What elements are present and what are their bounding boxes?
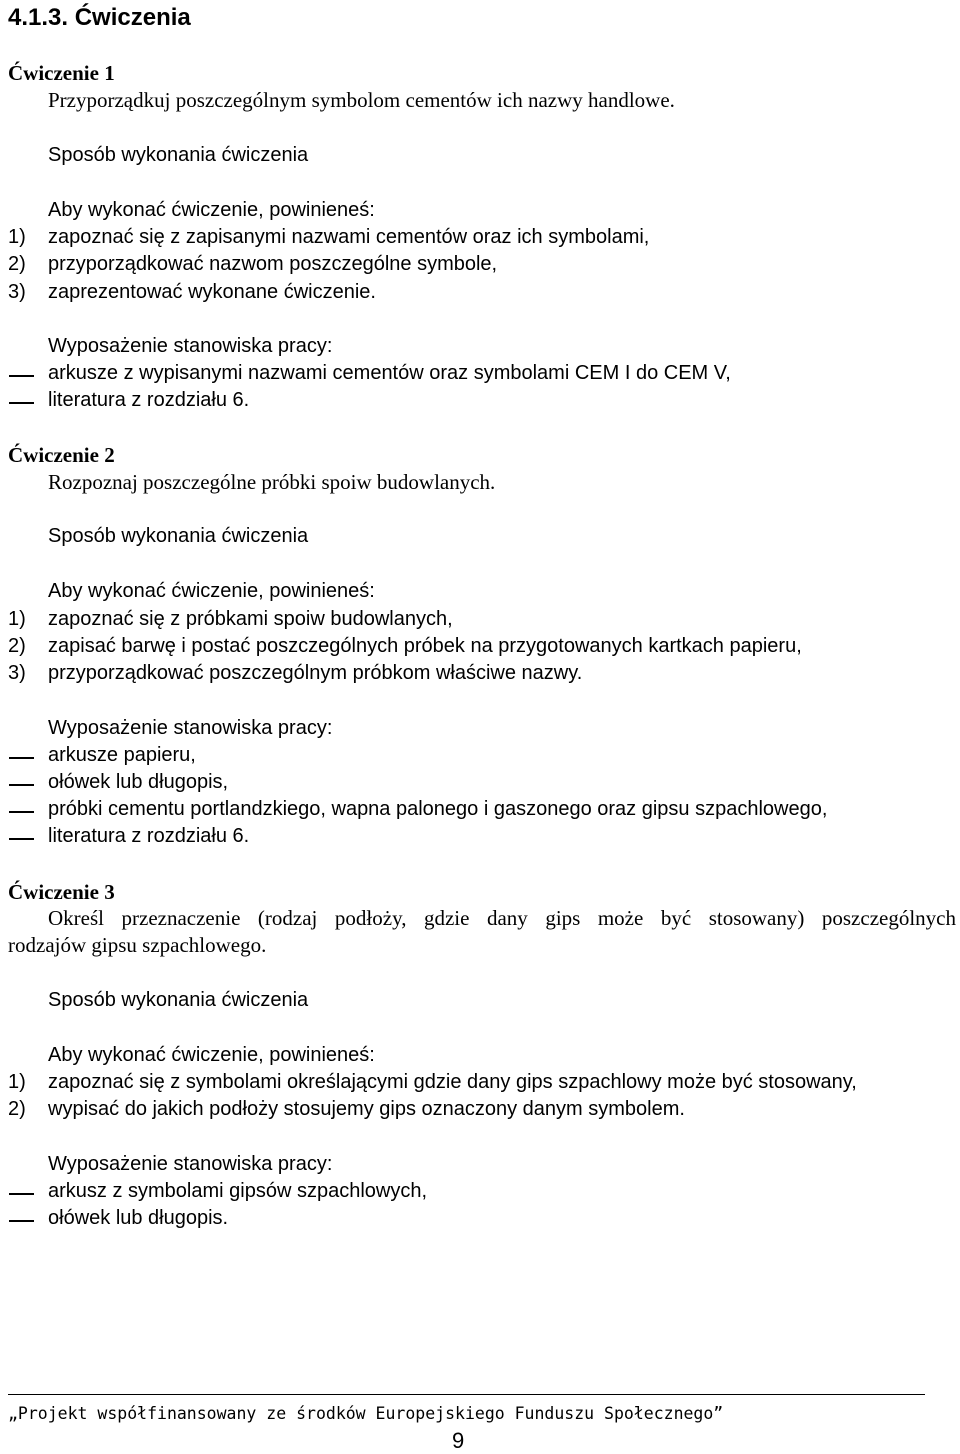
- page-number: 9: [452, 1428, 465, 1453]
- exercise-1-step-2: przyporządkować nazwom poszczególne symbole,: [48, 253, 498, 275]
- exercise-3-method-heading: Sposób wykonania ćwiczenia: [48, 989, 309, 1011]
- bullet-dash: [9, 1220, 34, 1222]
- exercise-3-step-1-number: 1): [8, 1071, 26, 1093]
- exercise-3-equipment-item-2: ołówek lub długopis.: [48, 1207, 229, 1229]
- exercise-2-task: Rozpoznaj poszczególne próbki spoiw budowlanych.: [48, 470, 496, 494]
- exercise-1-step-3: zaprezentować wykonane ćwiczenie.: [48, 281, 376, 303]
- exercise-2-step-2-number: 2): [8, 635, 26, 657]
- exercise-1-step-3-number: 3): [8, 281, 26, 303]
- exercise-2-step-1-number: 1): [8, 608, 26, 630]
- exercise-3-task-line-1: Określ przeznaczenie (rodzaj podłoży, gdzie dany gips może być stosowany) poszczególnych: [48, 906, 956, 930]
- footer-project-note: „Projekt współfinansowany ze środków Europejskiego Funduszu Społecznego”: [8, 1404, 724, 1423]
- exercise-3-step-1: zapoznać się z symbolami określającymi gdzie dany gips szpachlowy może być stosowany,: [48, 1071, 857, 1093]
- exercise-2-step-1: zapoznać się z próbkami spoiw budowlanych,: [48, 608, 453, 630]
- exercise-2-step-3-number: 3): [8, 662, 26, 684]
- exercise-1-equipment-item-2: literatura z rozdziału 6.: [48, 389, 250, 411]
- exercise-3-intro: Aby wykonać ćwiczenie, powinieneś:: [48, 1044, 375, 1066]
- exercise-2-equipment-heading: Wyposażenie stanowiska pracy:: [48, 717, 333, 739]
- exercise-2-step-2: zapisać barwę i postać poszczególnych próbek na przygotowanych kartkach papieru,: [48, 635, 802, 657]
- bullet-dash: [9, 757, 34, 759]
- exercise-3-step-2-number: 2): [8, 1098, 26, 1120]
- exercise-2-step-3: przyporządkować poszczególnym próbkom właściwe nazwy.: [48, 662, 583, 684]
- exercise-2-equipment-item-3: próbki cementu portlandzkiego, wapna palonego i gaszonego oraz gipsu szpachlowego,: [48, 798, 828, 820]
- exercise-1-equipment-heading: Wyposażenie stanowiska pracy:: [48, 335, 333, 357]
- exercise-3-title: Ćwiczenie 3: [8, 880, 115, 904]
- bullet-dash: [9, 1193, 34, 1195]
- exercise-1-step-1-number: 1): [8, 226, 26, 248]
- exercise-2-title: Ćwiczenie 2: [8, 443, 115, 467]
- exercise-2-equipment-item-4: literatura z rozdziału 6.: [48, 825, 250, 847]
- bullet-dash: [9, 838, 34, 840]
- bullet-dash: [9, 375, 34, 377]
- exercise-1-step-1: zapoznać się z zapisanymi nazwami cementów oraz ich symbolami,: [48, 226, 650, 248]
- exercise-3-step-2: wypisać do jakich podłoży stosujemy gips oznaczony danym symbolem.: [48, 1098, 685, 1120]
- bullet-dash: [9, 784, 34, 786]
- exercise-3-equipment-item-1: arkusz z symbolami gipsów szpachlowych,: [48, 1180, 428, 1202]
- exercise-2-equipment-item-1: arkusze papieru,: [48, 744, 196, 766]
- exercise-1-method-heading: Sposób wykonania ćwiczenia: [48, 144, 309, 166]
- exercise-3-task-line-2: rodzajów gipsu szpachlowego.: [8, 933, 267, 957]
- exercise-1-step-2-number: 2): [8, 253, 26, 275]
- exercise-1-title: Ćwiczenie 1: [8, 61, 115, 85]
- exercise-2-equipment-item-2: ołówek lub długopis,: [48, 771, 229, 793]
- exercise-1-equipment-item-1: arkusze z wypisanymi nazwami cementów oraz symbolami CEM I do CEM V,: [48, 362, 731, 384]
- exercise-2-intro: Aby wykonać ćwiczenie, powinieneś:: [48, 580, 375, 602]
- section-title: 4.1.3. Ćwiczenia: [8, 4, 191, 31]
- footer-rule: [8, 1394, 925, 1395]
- bullet-dash: [9, 402, 34, 404]
- exercise-3-equipment-heading: Wyposażenie stanowiska pracy:: [48, 1153, 333, 1175]
- bullet-dash: [9, 811, 34, 813]
- exercise-2-method-heading: Sposób wykonania ćwiczenia: [48, 525, 309, 547]
- exercise-1-task: Przyporządkuj poszczególnym symbolom cementów ich nazwy handlowe.: [48, 88, 675, 112]
- exercise-1-intro: Aby wykonać ćwiczenie, powinieneś:: [48, 199, 375, 221]
